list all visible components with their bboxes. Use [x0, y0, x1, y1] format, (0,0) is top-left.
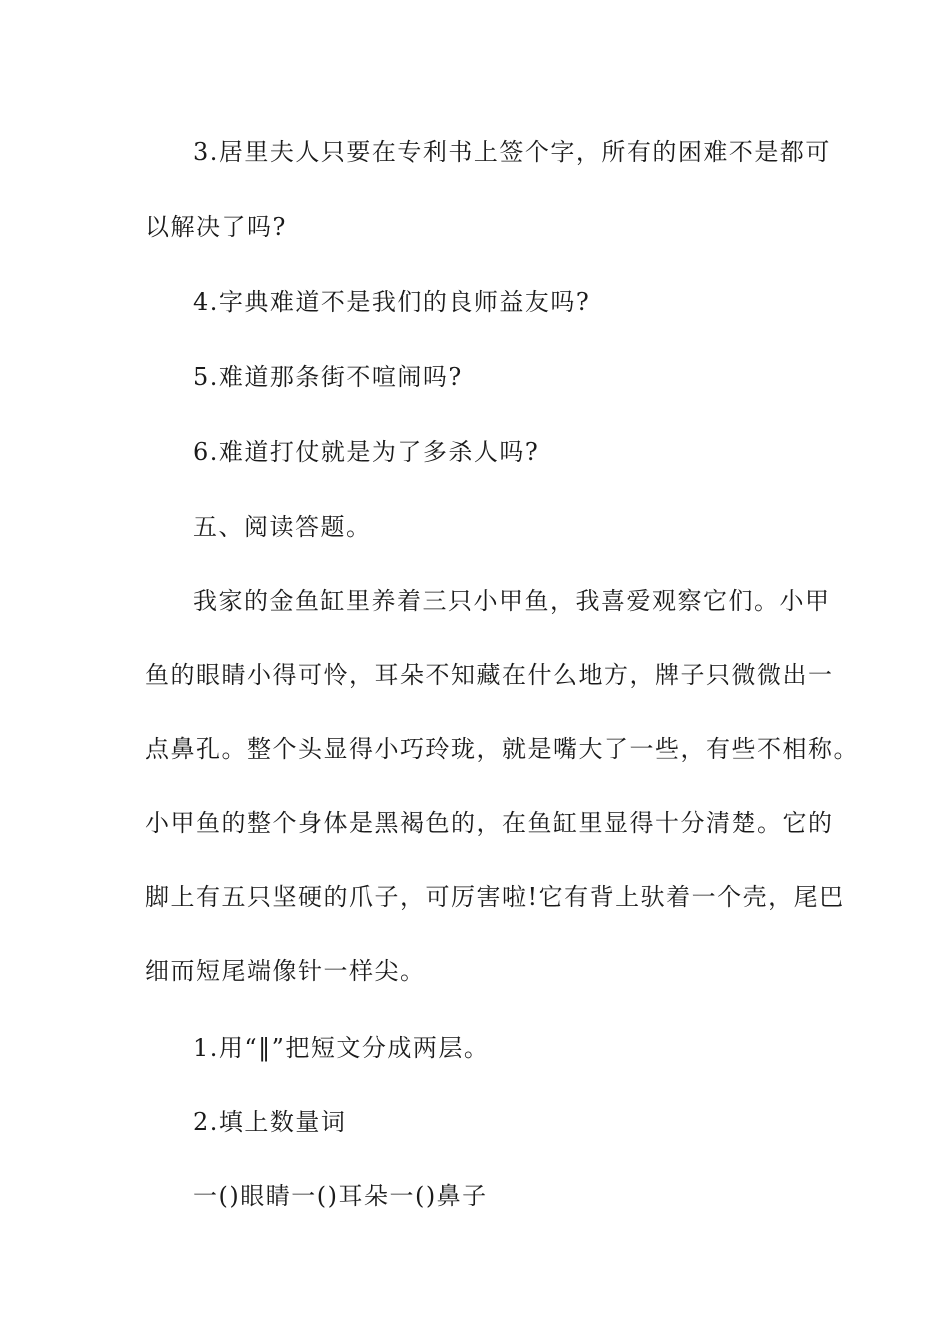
question-5-text: 5.难道那条街不喧闹吗? — [193, 363, 463, 391]
question-3-text: 3.居里夫人只要在专利书上签个字，所有的困难不是都可 — [193, 138, 831, 166]
fill-in-blanks: 一()眼睛一()耳朵一()鼻子 — [193, 1182, 488, 1210]
question-3-continuation: 以解决了吗? — [145, 213, 287, 241]
passage-line: 点鼻孔。整个头显得小巧玲珑，就是嘴大了一些，有些不相称。 — [145, 735, 859, 763]
question-4-text: 4.字典难道不是我们的良师益友吗? — [193, 288, 591, 316]
passage-line: 细而短尾端像针一样尖。 — [145, 957, 426, 985]
question-6-text: 6.难道打仗就是为了多杀人吗? — [193, 438, 540, 466]
passage-line: 小甲鱼的整个身体是黑褐色的，在鱼缸里显得十分清楚。它的 — [145, 809, 834, 837]
passage-line: 我家的金鱼缸里养着三只小甲鱼，我喜爱观察它们。小甲 — [193, 587, 831, 615]
task-1-text: 1.用“‖”把短文分成两层。 — [193, 1034, 490, 1062]
section-heading: 五、阅读答题。 — [193, 513, 372, 541]
passage-line: 脚上有五只坚硬的爪子，可厉害啦!它有背上驮着一个壳，尾巴 — [145, 883, 845, 911]
passage-line: 鱼的眼睛小得可怜，耳朵不知藏在什么地方，牌子只微微出一 — [145, 661, 834, 689]
task-2-text: 2.填上数量词 — [193, 1108, 347, 1136]
